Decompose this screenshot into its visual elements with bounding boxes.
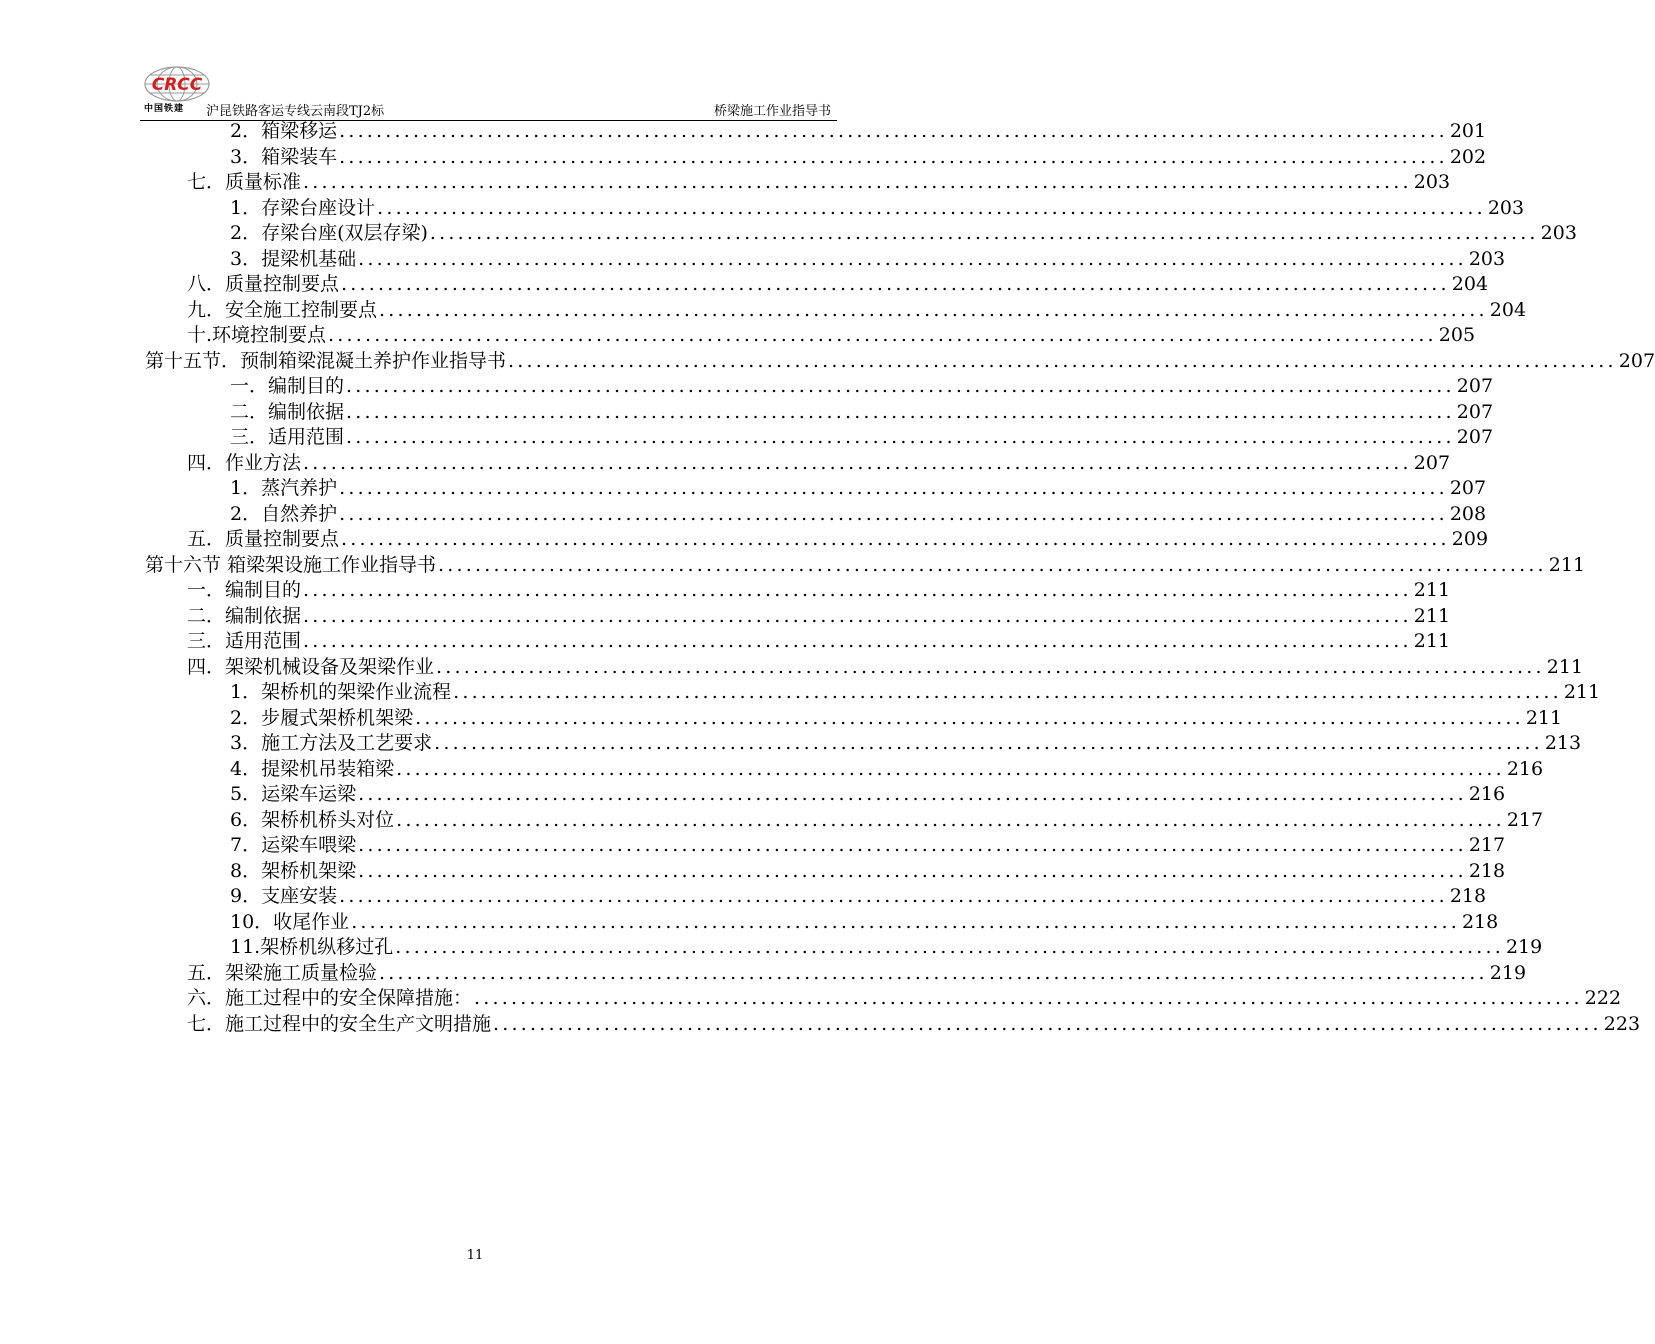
page-header xyxy=(140,64,837,121)
toc-entry-page: 203 xyxy=(1413,171,1451,193)
toc-leader-dots: ........................................................................................................................ xyxy=(438,553,1547,576)
toc-entry-page: 211 xyxy=(1563,681,1601,703)
toc-entry-page: 218 xyxy=(1461,910,1499,933)
toc-leader-dots: ........................................................................................................................ xyxy=(341,273,1450,295)
toc-entry-page: 211 xyxy=(1413,604,1451,627)
toc-entry-title: 四．架梁机械设备及架梁作业 xyxy=(187,655,435,678)
toc-entry-page: 217 xyxy=(1468,834,1506,856)
toc-entry-title: 4．提梁机吊装箱梁 xyxy=(230,757,395,780)
toc-entry[interactable] xyxy=(230,706,1563,732)
toc-entry-page: 208 xyxy=(1449,502,1487,525)
toc-leader-dots: ........................................................................................................................ xyxy=(358,834,1467,856)
toc-entry-page: 218 xyxy=(1449,885,1487,907)
svg-text:CRCC: CRCC xyxy=(151,75,203,95)
toc-entry[interactable] xyxy=(187,629,1451,655)
toc-entry-title: 二．编制依据 xyxy=(230,400,345,423)
toc-entry-title: 三．适用范围 xyxy=(230,426,345,448)
toc-entry-page: 211 xyxy=(1413,579,1451,601)
toc-entry-title: 一．编制目的 xyxy=(187,579,302,601)
toc-entry-title: 一．编制目的 xyxy=(230,375,345,397)
toc-leader-dots: ........................................................................................................................ xyxy=(436,655,1545,678)
toc-leader-dots: ........................................................................................................................ xyxy=(303,171,1412,193)
toc-entry[interactable] xyxy=(230,884,1487,910)
toc-entry-page: 204 xyxy=(1489,298,1527,321)
toc-leader-dots: ........................................................................................................................ xyxy=(339,145,1448,168)
toc-entry[interactable] xyxy=(187,1012,1641,1038)
toc-entry-page: 203 xyxy=(1487,196,1525,219)
toc-entry[interactable] xyxy=(230,833,1506,859)
logo-text: 中国铁建 xyxy=(144,104,185,114)
toc-entry[interactable] xyxy=(187,604,1451,630)
toc-entry-title: 7．运梁车喂梁 xyxy=(230,834,357,856)
toc-leader-dots: ........................................................................................................................ xyxy=(396,808,1505,831)
toc-entry-page: 219 xyxy=(1489,961,1527,984)
toc-entry-title: 六．施工过程中的安全保障措施： xyxy=(187,987,473,1009)
toc-entry-page: 207 xyxy=(1413,451,1451,474)
toc-entry[interactable] xyxy=(230,859,1506,885)
toc-entry[interactable] xyxy=(145,553,1586,579)
toc-entry-title: 3．提梁机基础 xyxy=(230,247,357,270)
toc-leader-dots: ........................................................................................................................ xyxy=(351,910,1460,933)
toc-entry-page: 216 xyxy=(1468,783,1506,805)
toc-entry[interactable] xyxy=(230,502,1487,528)
toc-leader-dots: ........................................................................................................................ xyxy=(339,120,1448,142)
toc-entry-page: 209 xyxy=(1451,528,1489,550)
toc-entry-title: 四．作业方法 xyxy=(187,451,302,474)
document-title: 桥梁施工作业指导书 xyxy=(713,104,831,119)
toc-leader-dots: ........................................................................................................................ xyxy=(377,196,1486,219)
toc-entry[interactable] xyxy=(145,349,1655,375)
toc-entry-page: 205 xyxy=(1438,324,1476,346)
toc-entry-page: 222 xyxy=(1584,987,1622,1009)
toc-entry-title: 2．存梁台座(双层存梁) xyxy=(230,222,428,244)
toc-entry-page: 207 xyxy=(1618,349,1655,372)
toc-entry[interactable] xyxy=(187,527,1489,553)
toc-leader-dots: ........................................................................................................................ xyxy=(434,732,1543,754)
toc-entry[interactable] xyxy=(230,196,1525,222)
toc-entry-page: 207 xyxy=(1449,477,1487,499)
toc-entry-page: 217 xyxy=(1506,808,1544,831)
toc-entry[interactable] xyxy=(230,221,1577,247)
toc-entry-title: 11.架桥机纵移过孔 xyxy=(230,936,394,958)
project-title: 沪昆铁路客运专线云南段TJ2标 xyxy=(206,104,385,119)
toc-entry-title: 6．架桥机桥头对位 xyxy=(230,808,395,831)
toc-entry-title: 3．箱梁装车 xyxy=(230,145,338,168)
toc-entry-title: 10．收尾作业 xyxy=(230,910,350,933)
toc-entry-page: 202 xyxy=(1449,145,1487,168)
toc-entry[interactable] xyxy=(230,400,1494,426)
toc-entry[interactable] xyxy=(230,247,1506,273)
toc-leader-dots: ........................................................................................................................ xyxy=(346,375,1455,397)
toc-entry-page: 218 xyxy=(1468,859,1506,882)
toc-entry[interactable] xyxy=(230,119,1487,145)
toc-leader-dots: ........................................................................................................................ xyxy=(415,706,1524,729)
toc-entry-title: 1．架桥机的架梁作业流程 xyxy=(230,681,452,703)
toc-entry-page: 219 xyxy=(1505,936,1543,958)
toc-leader-dots: ........................................................................................................................ xyxy=(328,324,1437,346)
toc-entry-title: 七．质量标准 xyxy=(187,171,302,193)
toc-leader-dots: ........................................................................................................................ xyxy=(339,477,1448,499)
toc-entry-page: 211 xyxy=(1546,655,1584,678)
toc-entry-page: 203 xyxy=(1540,222,1577,244)
toc-entry-title: 三．适用范围 xyxy=(187,630,302,652)
toc-entry-page: 207 xyxy=(1456,375,1494,397)
toc-entry-page: 216 xyxy=(1506,757,1544,780)
toc-leader-dots: ........................................................................................................................ xyxy=(379,961,1488,984)
toc-leader-dots: ........................................................................................................................ xyxy=(395,936,1504,958)
toc-leader-dots: ........................................................................................................................ xyxy=(339,502,1448,525)
toc-leader-dots: ........................................................................................................................ xyxy=(358,783,1467,805)
toc-entry-title: 五．质量控制要点 xyxy=(187,528,340,550)
toc-entry-page: 207 xyxy=(1456,426,1494,448)
toc-entry-title: 第十六节 箱梁架设施工作业指导书 xyxy=(145,553,437,576)
toc-entry-title: 8．架桥机架梁 xyxy=(230,859,357,882)
toc-leader-dots: ........................................................................................................................ xyxy=(474,987,1583,1009)
toc-entry[interactable] xyxy=(230,910,1499,936)
toc-entry[interactable] xyxy=(187,655,1584,681)
toc-entry-title: 2．箱梁移运 xyxy=(230,120,338,142)
toc-entry[interactable] xyxy=(230,757,1544,783)
toc-leader-dots: ........................................................................................................................ xyxy=(358,247,1467,270)
toc-entry[interactable] xyxy=(187,986,1622,1012)
toc-leader-dots: ........................................................................................................................ xyxy=(303,579,1412,601)
toc-entry[interactable] xyxy=(187,272,1489,298)
toc-leader-dots: ........................................................................................................................ xyxy=(339,885,1448,907)
toc-entry[interactable] xyxy=(187,451,1451,477)
toc-leader-dots: ........................................................................................................................ xyxy=(303,604,1412,627)
toc-leader-dots: ........................................................................................................................ xyxy=(303,451,1412,474)
toc-entry-page: 201 xyxy=(1449,120,1487,142)
toc-entry[interactable] xyxy=(187,961,1527,987)
toc-entry-title: 1．存梁台座设计 xyxy=(230,196,376,219)
toc-entry[interactable] xyxy=(187,170,1451,196)
toc-entry[interactable] xyxy=(230,731,1582,757)
toc-entry[interactable] xyxy=(230,680,1601,706)
toc-entry-page: 213 xyxy=(1544,732,1582,754)
toc-leader-dots: ........................................................................................................................ xyxy=(379,298,1488,321)
toc-entry-page: 211 xyxy=(1548,553,1586,576)
toc-entry-page: 207 xyxy=(1456,400,1494,423)
toc-entry[interactable] xyxy=(230,782,1506,808)
toc-entry[interactable] xyxy=(230,425,1494,451)
toc-leader-dots: ........................................................................................................................ xyxy=(303,630,1412,652)
toc-entry-title: 2．自然养护 xyxy=(230,502,338,525)
toc-entry-title: 3．施工方法及工艺要求 xyxy=(230,732,433,754)
toc-leader-dots: ........................................................................................................................ xyxy=(453,681,1562,703)
toc-entry-page: 211 xyxy=(1525,706,1563,729)
toc-entry-title: 八．质量控制要点 xyxy=(187,273,340,295)
toc-entry-page: 211 xyxy=(1413,630,1451,652)
toc-entry-page: 223 xyxy=(1603,1012,1641,1035)
toc-entry-title: 二．编制依据 xyxy=(187,604,302,627)
toc-leader-dots: ........................................................................................................................ xyxy=(396,757,1505,780)
toc-entry[interactable] xyxy=(187,298,1527,324)
toc-entry-page: 204 xyxy=(1451,273,1489,295)
toc-leader-dots: ........................................................................................................................ xyxy=(341,528,1450,550)
toc-entry-title: 第十五节．预制箱梁混凝土养护作业指导书 xyxy=(145,349,507,372)
toc-entry[interactable] xyxy=(230,374,1494,400)
toc-entry-title: 1．蒸汽养护 xyxy=(230,477,338,499)
toc-entry-title: 2．步履式架桥机架梁 xyxy=(230,706,414,729)
toc-leader-dots: ........................................................................................................................ xyxy=(429,222,1539,244)
toc-entry-title: 七．施工过程中的安全生产文明措施 xyxy=(187,1012,492,1035)
toc-leader-dots: ........................................................................................................................ xyxy=(493,1012,1602,1035)
toc-entry-page: 203 xyxy=(1468,247,1506,270)
toc-entry[interactable] xyxy=(187,578,1451,604)
toc-entry-title: 五．架梁施工质量检验 xyxy=(187,961,378,984)
toc-leader-dots: ........................................................................................................................ xyxy=(358,859,1467,882)
toc-leader-dots: ........................................................................................................................ xyxy=(508,349,1617,372)
toc-entry-title: 9．支座安装 xyxy=(230,885,338,907)
toc-entry[interactable] xyxy=(230,476,1487,502)
toc-entry[interactable] xyxy=(230,145,1487,171)
toc-entry[interactable] xyxy=(187,323,1476,349)
toc-entry[interactable] xyxy=(230,808,1544,834)
toc-entry-title: 九．安全施工控制要点 xyxy=(187,298,378,321)
toc-leader-dots: ........................................................................................................................ xyxy=(346,426,1455,448)
toc-entry-title: 十.环境控制要点 xyxy=(187,324,327,346)
toc-entry-title: 5．运梁车运梁 xyxy=(230,783,357,805)
toc-entry[interactable] xyxy=(230,935,1543,961)
page-number: 11 xyxy=(466,1248,484,1263)
toc-leader-dots: ........................................................................................................................ xyxy=(346,400,1455,423)
